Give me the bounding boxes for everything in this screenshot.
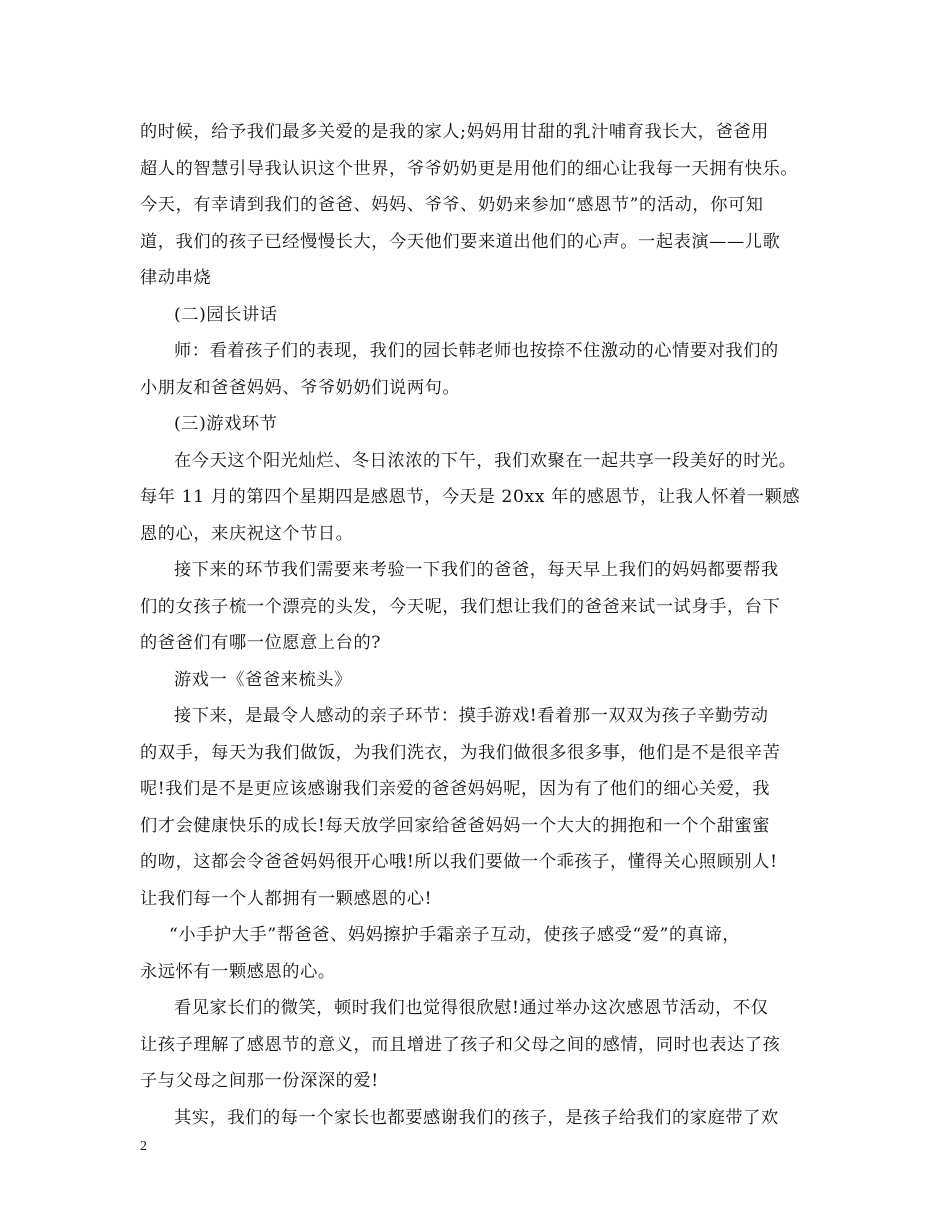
text-line: 子与父母之间那一份深深的爱! <box>140 1071 379 1091</box>
text-line: 超人的智慧引导我认识这个世界，爷爷奶奶更是用他们的细心让我每一天拥有快乐。 <box>140 158 799 179</box>
text-line: 接下来的环节我们需要来考验一下我们的爸爸，每天早上我们的妈妈都要帮我 <box>174 560 779 580</box>
text-line: 让我们每一个人都拥有一颗感恩的心! <box>140 888 433 909</box>
text-line: 接下来，是最令人感动的亲子环节：摸手游戏!看着那一双双为孩子辛勤劳动 <box>174 706 769 726</box>
text-line: 道，我们的孩子已经慢慢长大，今天他们要来道出他们的心声。一起表演——儿歌 <box>140 231 781 252</box>
text-line: 让孩子理解了感恩节的意义，而且增进了孩子和父母之间的感情，同时也表达了孩 <box>140 1034 781 1055</box>
section-heading: (二)园长讲话 <box>174 304 278 325</box>
text-line: “小手护大手”帮爸爸、妈妈擦护手霜亲子互动，使孩子感受“爱”的真谛， <box>169 925 741 945</box>
text-line: 们才会健康快乐的成长!每天放学回家给爸爸妈妈一个大大的拥抱和一个个甜蜜蜜 <box>140 815 771 836</box>
game-title: 游戏一《爸爸来梳头》 <box>174 669 352 690</box>
text-line: 小朋友和爸爸妈妈、爷爷奶奶们说两句。 <box>140 377 461 398</box>
text-line: 今天，有幸请到我们的爸爸、妈妈、爷爷、奶奶来参加“感恩节”的活动，你可知 <box>140 195 764 215</box>
document-body <box>140 114 820 1136</box>
text-line: 师：看着孩子们的表现，我们的园长韩老师也按捺不住激动的心情要对我们的 <box>174 341 779 361</box>
text-line: 永远怀有一颗感恩的心。 <box>140 961 336 982</box>
text-line: 的吻，这都会令爸爸妈妈很开心哦!所以我们要做一个乖孩子，懂得关心照顾别人! <box>140 852 778 872</box>
text-line: 看见家长们的微笑，顿时我们也觉得很欣慰!通过举办这次感恩节活动，不仅 <box>174 998 769 1018</box>
text-line: 的双手，每天为我们做饭，为我们洗衣，为我们做很多很多事，他们是不是很辛苦 <box>140 742 781 763</box>
page-number: 2 <box>140 1139 147 1154</box>
text-line: 的时候，给予我们最多关爱的是我的家人;妈妈用甘甜的乳汁哺育我长大，爸爸用 <box>140 122 769 142</box>
text-line: 的爸爸们有哪一位愿意上台的? <box>140 633 382 653</box>
text-line: 们的女孩子梳一个漂亮的头发，今天呢，我们想让我们的爸爸来试一试身手，台下 <box>140 596 781 617</box>
text-line: 恩的心，来庆祝这个节日。 <box>140 523 354 544</box>
text-line: 其实，我们的每一个家长也都要感谢我们的孩子，是孩子给我们的家庭带了欢 <box>174 1107 779 1128</box>
text-line: 呢!我们是不是更应该感谢我们亲爱的爸爸妈妈呢，因为有了他们的细心关爱，我 <box>140 779 771 799</box>
text-line: 在今天这个阳光灿烂、冬日浓浓的下午，我们欢聚在一起共享一段美好的时光。 <box>174 450 797 471</box>
text-line: 每年 11 月的第四个星期四是感恩节，今天是 20xx 年的感恩节，让我人怀着一颗感 <box>140 487 801 507</box>
text-line: 律动串烧 <box>140 268 212 288</box>
section-heading: (三)游戏环节 <box>174 414 278 434</box>
